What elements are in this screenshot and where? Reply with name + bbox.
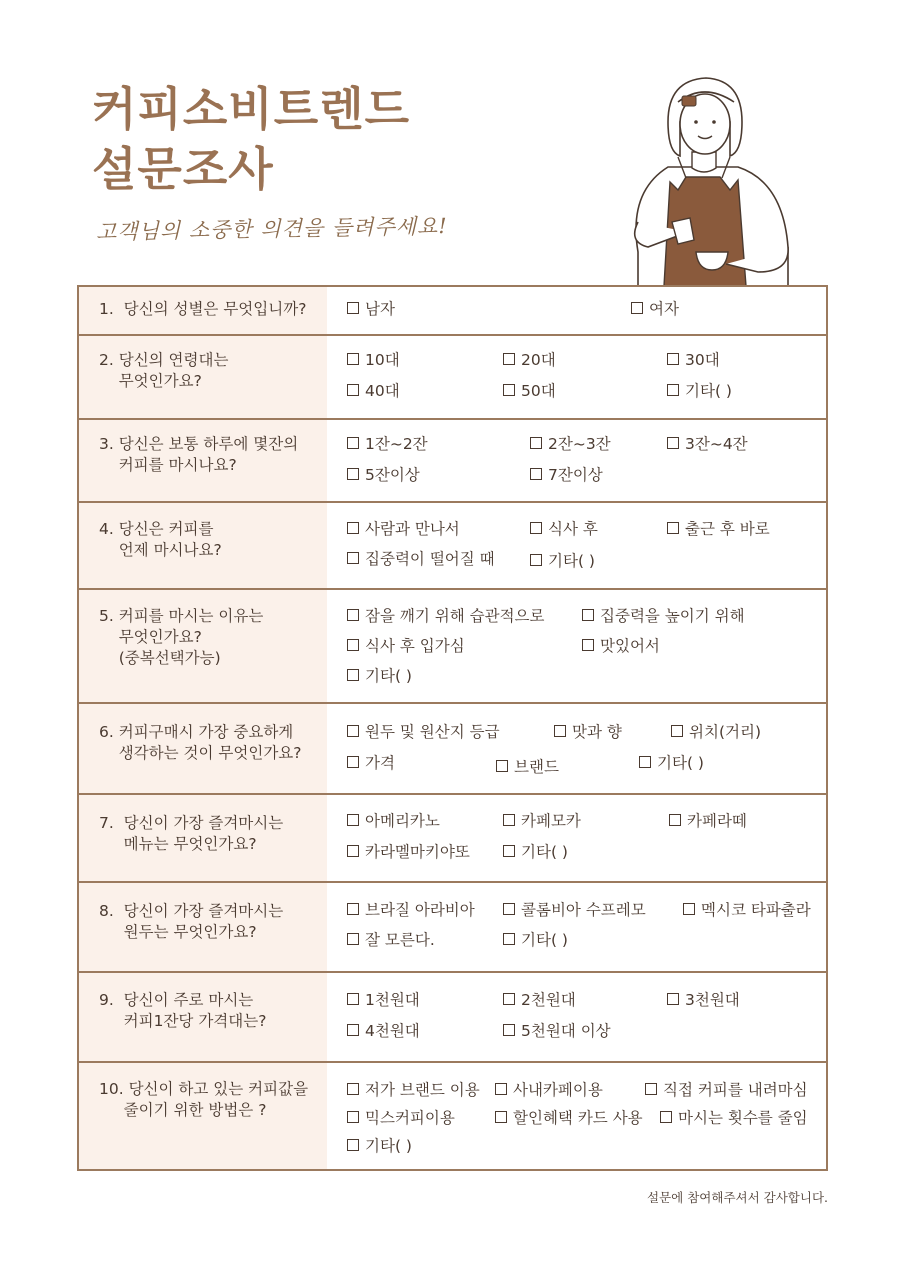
question-10-text: 10. 당신이 하고 있는 커피값을 줄이기 위한 방법은 ? bbox=[99, 1080, 309, 1119]
question-2-text: 2. 당신의 연령대는 무엇인가요? bbox=[99, 351, 229, 390]
option-age-10[interactable]: 10대 bbox=[347, 350, 400, 370]
option-age-40[interactable]: 40대 bbox=[347, 381, 400, 401]
question-row-10 bbox=[79, 1063, 826, 1169]
option-male[interactable]: 남자 bbox=[347, 299, 395, 319]
option-female[interactable]: 여자 bbox=[631, 299, 679, 319]
checkbox-icon[interactable] bbox=[347, 669, 359, 681]
checkbox-icon[interactable] bbox=[347, 384, 359, 396]
option-cups-1-2[interactable]: 1잔~2잔 bbox=[347, 434, 428, 454]
checkbox-icon[interactable] bbox=[530, 554, 542, 566]
checkbox-icon[interactable] bbox=[683, 903, 695, 915]
option-price-1000[interactable]: 1천원대 bbox=[347, 990, 420, 1010]
question-5-text: 5. 커피를 마시는 이유는 무엇인가요? (중복선택가능) bbox=[99, 607, 264, 667]
checkbox-icon[interactable] bbox=[347, 1083, 359, 1095]
checkbox-icon[interactable] bbox=[347, 756, 359, 768]
option-save-less[interactable]: 마시는 횟수를 줄임 bbox=[660, 1108, 808, 1128]
checkbox-icon[interactable] bbox=[347, 552, 359, 564]
checkbox-icon[interactable] bbox=[347, 845, 359, 857]
option-save-brew[interactable]: 직접 커피를 내려마심 bbox=[645, 1080, 808, 1100]
question-row-7 bbox=[79, 795, 826, 883]
checkbox-icon[interactable] bbox=[582, 609, 594, 621]
option-factor-price[interactable]: 가격 bbox=[347, 753, 395, 773]
option-save-office-cafe[interactable]: 사내카페이용 bbox=[495, 1080, 603, 1100]
checkbox-icon[interactable] bbox=[582, 639, 594, 651]
option-factor-other[interactable]: 기타( ) bbox=[639, 753, 704, 773]
option-when-after-meal[interactable]: 식사 후 bbox=[530, 519, 598, 539]
question-9-text: 9. 당신이 주로 마시는 커피1잔당 가격대는? bbox=[99, 991, 267, 1030]
title-line-1: 커피소비트렌드 bbox=[92, 82, 411, 136]
option-cups-7[interactable]: 7잔이상 bbox=[530, 465, 603, 485]
checkbox-icon[interactable] bbox=[503, 384, 515, 396]
checkbox-icon[interactable] bbox=[503, 845, 515, 857]
option-reason-other[interactable]: 기타( ) bbox=[347, 666, 412, 686]
checkbox-icon[interactable] bbox=[496, 760, 508, 772]
option-price-5000[interactable]: 5천원대 이상 bbox=[503, 1021, 611, 1041]
question-row-5 bbox=[79, 590, 826, 704]
option-factor-brand[interactable]: 브랜드 bbox=[496, 757, 559, 777]
checkbox-icon[interactable] bbox=[503, 903, 515, 915]
option-cups-5[interactable]: 5잔이상 bbox=[347, 465, 420, 485]
checkbox-icon[interactable] bbox=[660, 1111, 672, 1123]
checkbox-icon[interactable] bbox=[667, 522, 679, 534]
checkbox-icon[interactable] bbox=[347, 1111, 359, 1123]
option-when-commute[interactable]: 출근 후 바로 bbox=[667, 519, 770, 539]
checkbox-icon[interactable] bbox=[503, 993, 515, 1005]
checkbox-icon[interactable] bbox=[495, 1111, 507, 1123]
option-when-other[interactable]: 기타( ) bbox=[530, 551, 595, 571]
option-factor-origin[interactable]: 원두 및 원산지 등급 bbox=[347, 722, 500, 742]
option-menu-other[interactable]: 기타( ) bbox=[503, 842, 568, 862]
checkbox-icon[interactable] bbox=[503, 814, 515, 826]
option-price-4000[interactable]: 4천원대 bbox=[347, 1021, 420, 1041]
checkbox-icon[interactable] bbox=[530, 437, 542, 449]
checkbox-icon[interactable] bbox=[503, 353, 515, 365]
option-price-3000[interactable]: 3천원대 bbox=[667, 990, 740, 1010]
option-age-50[interactable]: 50대 bbox=[503, 381, 556, 401]
title-line-2: 설문조사 bbox=[92, 142, 274, 196]
checkbox-icon[interactable] bbox=[667, 384, 679, 396]
checkbox-icon[interactable] bbox=[347, 1139, 359, 1151]
option-menu-latte[interactable]: 카페라떼 bbox=[669, 811, 747, 831]
question-7-text: 7. 당신이 가장 즐겨마시는 메뉴는 무엇인가요? bbox=[99, 814, 284, 853]
question-row-4 bbox=[79, 503, 826, 590]
checkbox-icon[interactable] bbox=[530, 468, 542, 480]
checkbox-icon[interactable] bbox=[347, 814, 359, 826]
checkbox-icon[interactable] bbox=[503, 1024, 515, 1036]
option-cups-3-4[interactable]: 3잔~4잔 bbox=[667, 434, 748, 454]
option-reason-focus[interactable]: 집중력을 높이기 위해 bbox=[582, 606, 745, 626]
checkbox-icon[interactable] bbox=[347, 903, 359, 915]
checkbox-icon[interactable] bbox=[667, 437, 679, 449]
subtitle: 고객님의 소중한 의견을 들려주세요! bbox=[95, 213, 448, 245]
checkbox-icon[interactable] bbox=[530, 522, 542, 534]
option-when-meeting[interactable]: 사람과 만나서 bbox=[347, 519, 460, 539]
question-row-9 bbox=[79, 973, 826, 1063]
checkbox-icon[interactable] bbox=[347, 725, 359, 737]
checkbox-icon[interactable] bbox=[347, 1024, 359, 1036]
question-row-3 bbox=[79, 420, 826, 503]
checkbox-icon[interactable] bbox=[347, 639, 359, 651]
option-bean-mexico[interactable]: 멕시코 타파출라 bbox=[683, 900, 811, 920]
option-bean-unknown[interactable]: 잘 모른다. bbox=[347, 930, 435, 950]
checkbox-icon[interactable] bbox=[503, 933, 515, 945]
question-row-6 bbox=[79, 704, 826, 795]
checkbox-icon[interactable] bbox=[669, 814, 681, 826]
question-row-8 bbox=[79, 883, 826, 973]
checkbox-icon[interactable] bbox=[347, 468, 359, 480]
option-save-other[interactable]: 기타( ) bbox=[347, 1136, 412, 1156]
option-bean-other[interactable]: 기타( ) bbox=[503, 930, 568, 950]
option-reason-after-meal[interactable]: 식사 후 입가심 bbox=[347, 636, 465, 656]
option-price-2000[interactable]: 2천원대 bbox=[503, 990, 576, 1010]
option-save-cheap-brand[interactable]: 저가 브랜드 이용 bbox=[347, 1080, 480, 1100]
question-row-1 bbox=[79, 287, 826, 336]
option-reason-wake[interactable]: 잠을 깨기 위해 습관적으로 bbox=[347, 606, 545, 626]
checkbox-icon[interactable] bbox=[639, 756, 651, 768]
checkbox-icon[interactable] bbox=[347, 522, 359, 534]
option-menu-caramel[interactable]: 카라멜마키야또 bbox=[347, 842, 470, 862]
question-8-text: 8. 당신이 가장 즐겨마시는 원두는 무엇인가요? bbox=[99, 902, 284, 941]
option-when-focus[interactable]: 집중력이 떨어질 때 bbox=[347, 549, 495, 569]
checkbox-icon[interactable] bbox=[495, 1083, 507, 1095]
option-age-20[interactable]: 20대 bbox=[503, 350, 556, 370]
checkbox-icon[interactable] bbox=[671, 725, 683, 737]
option-bean-brazil[interactable]: 브라질 아라비아 bbox=[347, 900, 475, 920]
checkbox-icon[interactable] bbox=[347, 933, 359, 945]
checkbox-icon[interactable] bbox=[347, 353, 359, 365]
option-factor-taste[interactable]: 맛과 향 bbox=[554, 722, 622, 742]
question-3-text: 3. 당신은 보통 하루에 몇잔의 커피를 마시나요? bbox=[99, 435, 299, 474]
question-4-text: 4. 당신은 커피를 언제 마시나요? bbox=[99, 520, 222, 559]
checkbox-icon[interactable] bbox=[645, 1083, 657, 1095]
checkbox-icon[interactable] bbox=[347, 437, 359, 449]
checkbox-icon[interactable] bbox=[554, 725, 566, 737]
option-age-other[interactable]: 기타( ) bbox=[667, 381, 732, 401]
checkbox-icon[interactable] bbox=[667, 353, 679, 365]
question-row-2 bbox=[79, 336, 826, 420]
option-cups-2-3[interactable]: 2잔~3잔 bbox=[530, 434, 611, 454]
question-6-text: 6. 커피구매시 가장 중요하게 생각하는 것이 무엇인가요? bbox=[99, 723, 302, 762]
option-menu-americano[interactable]: 아메리카노 bbox=[347, 811, 440, 831]
survey-table bbox=[77, 285, 828, 1171]
footer-thanks: 설문에 참여해주셔서 감사합니다. bbox=[647, 1190, 828, 1205]
option-menu-mocha[interactable]: 카페모카 bbox=[503, 811, 581, 831]
barista-illustration bbox=[608, 72, 798, 286]
option-reason-taste[interactable]: 맛있어서 bbox=[582, 636, 660, 656]
option-factor-location[interactable]: 위치(거리) bbox=[671, 722, 761, 742]
checkbox-icon[interactable] bbox=[667, 993, 679, 1005]
checkbox-icon[interactable] bbox=[347, 609, 359, 621]
option-save-discount-card[interactable]: 할인혜택 카드 사용 bbox=[495, 1108, 643, 1128]
checkbox-icon[interactable] bbox=[631, 302, 643, 314]
checkbox-icon[interactable] bbox=[347, 993, 359, 1005]
option-save-mix[interactable]: 믹스커피이용 bbox=[347, 1108, 455, 1128]
checkbox-icon[interactable] bbox=[347, 302, 359, 314]
option-bean-colombia[interactable]: 콜롬비아 수프레모 bbox=[503, 900, 646, 920]
question-1-text: 1. 당신의 성별은 무엇입니까? bbox=[99, 300, 307, 318]
option-age-30[interactable]: 30대 bbox=[667, 350, 720, 370]
